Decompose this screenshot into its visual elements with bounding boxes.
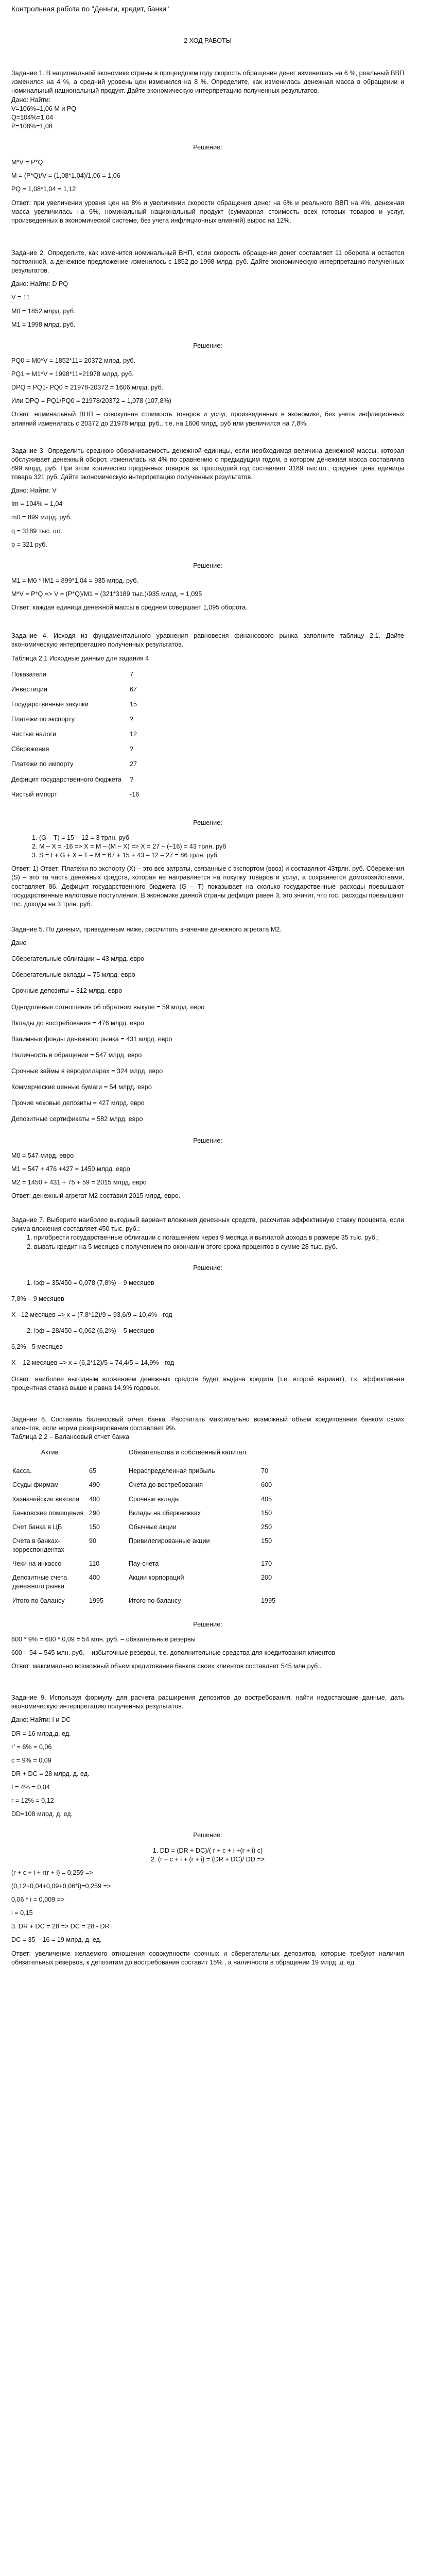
task-3-answer: Ответ: каждая единица денежной массы в среднем совершает 1,095 оборота.: [11, 604, 248, 612]
task-3-line-0: M1 = M0 * IM1 = 899*1,04 = 935 млрд. руб.: [11, 577, 138, 584]
table-row: Счет банка в ЦБ 150 Обычные акции 250: [12, 1523, 272, 1531]
task-9-given-6: r = 12% = 0,12: [11, 1797, 54, 1805]
task-8: [11, 1415, 404, 1671]
task-3: [11, 447, 404, 613]
task-9-line-0: (r + c + i + r(r + i) = 0,259 =>: [11, 1869, 93, 1876]
task-4-step-1: 1. (G – T) = 15 – 12 = 3 трлн. руб: [32, 834, 130, 841]
task-2-given-0: Дано: Найти: D PQ: [11, 280, 68, 288]
task-5-given-6: Взаимные фонды денежного рынка = 431 млрд. евро: [11, 1035, 172, 1043]
task-7-line-0: 1. Iэф = 35/450 = 0,078 (7,8%) – 9 месяцев: [27, 1279, 154, 1286]
task-2-text: Задание 2. Определите, как изменится номинальный ВНП, если скорость обращения денег составляет 11 оборота и остается постоянной, а денежное предложение изменилось с 1852 до 1998 млрд. руб. Дайте экономическую интерпретацию полученных результатов.: [11, 249, 404, 275]
task-4-table-caption: Таблица 2.1 Исходные данные для задания 4: [11, 654, 149, 662]
task-9-given-4: DR + DC = 28 млрд. д. ед.: [11, 1770, 90, 1777]
task-9-given-5: I = 4% = 0,04: [11, 1784, 50, 1791]
task-9-given-3: с = 9% = 0,09: [11, 1756, 51, 1764]
task-5-given-0: Дано: [11, 939, 27, 947]
task-7-option-2: 2. вывать кредит на 5 месяцев с получением по окончании этого срока процентов в сумме 28 тыс. руб.: [27, 1243, 338, 1250]
task-2-line-0: PQ0 = M0*V = 1852*11= 20372 млрд. руб.: [11, 357, 136, 364]
task-3-given-1: Im = 104% = 1,04: [11, 500, 63, 508]
task-5-given-8: Срочные займы в евродолларах = 324 млрд. евро: [11, 1067, 163, 1075]
task-4-table: [11, 667, 150, 802]
table-row: Сбережения ?: [11, 745, 134, 753]
task-8-line-0: 600 * 9% = 600 * 0,09 = 54 млн. руб. – обязательные резервы: [11, 1635, 196, 1643]
task-1-text: Задание 1. В национальной экономике страны в процеедшем году скорость обращения денег изменилась на 6 %, реальный ВВП изменился на 4 %, а средний уровень цен изменился на 8 %. Определите, как изменилась денежная масса в обращении и номинальный национальный продукт. Дайте экономическую интерпретацию полученных результатов.: [11, 70, 404, 95]
task-4-text: Задание 4. Исходя из фундаментального уравнения равновесия финансового рынка заполните таблицу 2.1. Дайте экономическую интерпретацию полученных результатов.: [11, 632, 404, 649]
task-9-line-2: 0,06 * i = 0,009 =>: [11, 1896, 65, 1904]
task-7-solution-heading: Решение:: [193, 1264, 222, 1272]
task-5-solution-heading: Решение:: [193, 1137, 222, 1144]
task-5-given-10: Прочие чековые депозиты = 427 млрд. евро: [11, 1099, 145, 1107]
table-row: Чистый импорт -16: [11, 790, 139, 798]
table-row: Ссуды фирмам 490 Счета до востребования 600: [12, 1481, 272, 1489]
task-8-answer: Ответ: максимально возможный объем кредитования банков своих клиентов составляет 545 млн.руб..: [11, 1663, 322, 1670]
task-2-solution-heading: Решение:: [193, 342, 222, 349]
task-4-steps: [11, 834, 404, 860]
task-9-line-1: (0,12+0,04+0,09+0,06*i)=0,259 =>: [11, 1882, 111, 1890]
table-row: Касса. 65 Нераспределенная прибыль 70: [12, 1467, 269, 1475]
task-8-text: Задание 8. Составить балансовый отчет банка. Рассчитать максимально возможный объем кредитования банком своих клиентов, если норма резервирования составляет 9%.: [11, 1415, 404, 1432]
task-5-given-2: Сберегательные вклады = 75 млрд. евро: [11, 971, 135, 979]
task-5-line-0: M0 = 547 млрд. евро: [11, 1151, 74, 1159]
task-2-given-3: M1 = 1998 млрд. руб.: [11, 320, 76, 328]
task-9-formula-2: 2. (r + c + i + (r + i) = (DR + DC)/ DD =>: [150, 1855, 265, 1863]
table-row: Платежи по экспорту ?: [11, 716, 134, 723]
task-4-step-3: 3. S = I + G + X – T – M = 67 + 15 + 43 – 12 – 27 = 86 трлн. руб: [32, 852, 218, 859]
task-1-given-0: Дано: Найти:: [11, 96, 50, 104]
task-3-given-4: p = 321 руб.: [11, 540, 47, 548]
task-5: [11, 925, 404, 1200]
task-2-line-2: DPQ = PQ1- PQ0 = 21978-20372 = 1606 млрд. руб.: [11, 384, 164, 392]
section-subtitle: 2 ХОД РАБОТЫ: [184, 37, 232, 45]
task-7-line-4: 6,2% - 5 месяцев: [11, 1343, 63, 1351]
document-title: Контрольная работа по "Деньги, кредит, банки": [11, 5, 169, 13]
task-2-given-1: V = 11: [11, 294, 30, 301]
task-9-solution-heading: Решение:: [193, 1832, 222, 1839]
task-1-line-2: PQ = 1,08*1,04 = 1,12: [11, 185, 76, 193]
task-9-line-4: 3. DR + DC = 28 => DC = 28 - DR: [11, 1923, 110, 1930]
task-2-answer: Ответ: номинальный ВНП – совокупная стоимость товаров и услуг, произведенных в экономике, без учета инфляционных влияний изменилась с 20372 до 21978 млрд. руб., т.е. на 1606 млрд. руб или увеличился на 7,8%.: [11, 411, 404, 427]
task-9-given-0: Дано: Найти: I и DC: [11, 1716, 71, 1724]
task-1-given-1: V=106%=1,06 M и PQ: [11, 105, 77, 112]
task-4-solution-heading: Решение:: [193, 819, 222, 826]
table-row: Показатели 7: [11, 670, 134, 678]
table-row: Инвестиции 67: [11, 685, 137, 693]
task-5-given-4: Однодолевые сотношения об обратном выкупе = 59 млрд. евро: [11, 1003, 205, 1011]
task-9-given-7: DD=108 млрд. д. ед.: [11, 1810, 73, 1818]
task-4-step-2: 2. M – X = -16 => X = M – (M – X) => X = 27 – (–16) = 43 трлн. руб: [32, 843, 226, 851]
task-5-given-11: Депозитные сертификаты = 582 млрд. евро: [11, 1115, 143, 1123]
task-5-given-3: Срочные депозиты = 312 млрд. евро: [11, 987, 123, 995]
task-1-given-3: P=108%=1,08: [11, 122, 53, 130]
task-1-answer: Ответ: при увеличении уровня цен на 8% и увеличении скорости обращения денег на 6% и реального ВВП на 4%, денежная масса увеличилась на 6%, номинальный национальный продукт (суммарная стоимость всех готовых товаров и услуг, произведенных в экономической системе, без учета инфляционных влияний) вырос на 12%.: [11, 199, 404, 224]
task-7-line-2: X –12 месяцев => x = (7,8*12)/9 = 93,6/9 = 10,4% - год: [11, 1311, 172, 1319]
task-9-line-3: i = 0,15: [11, 1909, 33, 1917]
task-8-solution-heading: Решение:: [193, 1620, 222, 1628]
task-7-line-3: 2. Iэф = 28/450 = 0,062 (6,2%) – 5 месяцев: [27, 1327, 154, 1335]
task-9-text: Задание 9. Используя формулу для расчета расширения депозитов до востребования, найти недостающие данные, дать экономическую интерпретацию полученных результатов.: [11, 1694, 404, 1710]
table-row: Платежи по импорту 27: [11, 760, 137, 768]
table-row: Дефицит государственного бюджета ?: [11, 775, 134, 783]
task-2-line-1: PQ1 = M1*V = 1998*11=21978 млрд. руб.: [11, 370, 134, 378]
task-8-table-caption: Таблица 2.2 – Балансовый отчет банка: [11, 1433, 130, 1441]
table-row: Банковские помещения 290 Вклады на сберкнижках 150: [12, 1509, 272, 1517]
task-2-line-3: Или DPQ = PQ1/PQ0 = 21978/20372 = 1,078 (107,8%): [11, 397, 171, 405]
task-9: [11, 1693, 404, 1967]
task-4-answer: Ответ: 1) Ответ: Платежи по экспорту (X) – это все затраты, связанные с экспортом (ввоз) и составляют 43трлн. руб. Сбережения (S) – это та часть денежных средств, которая не направляется на покупку товаров и услуг, а сохраняется домохозяйствами, составляет 86. Дефицит государственного бюджета (G – T) показывает на сколько государственные расходы превышают государственные налоговые поступления. В экономике данной страны дефицит равен 3, это значит, что гос. расходы превышают гос. доходы на 3 трлн. руб.: [11, 865, 404, 908]
task-8-balance-table: [11, 1446, 300, 1608]
task-7-option-1: 1. приобрести государственные облигации с погашением через 9 месяца и выплатой дохода в размере 35 тыс. руб.;: [27, 1234, 379, 1242]
task-3-given-0: Дано: Найти: V: [11, 487, 57, 495]
task-7-answer: Ответ: наиболее выгодным вложением денежных средств будет выдача кредита (т.е. второй вариант), т.к. эффективная процентная ставка выше и равна 14,9% годовых.: [11, 1375, 404, 1392]
table-row: Счета в банках-корреспондентах 90 Привилегированные акции 150: [12, 1537, 272, 1554]
table-header-row: Актив Обязательства и собственный капитал: [41, 1449, 246, 1456]
task-3-given-2: m0 = 899 млрд. руб.: [11, 514, 72, 521]
task-1: [11, 69, 404, 225]
task-3-given-3: q = 3189 тыс. шт.: [11, 527, 62, 535]
task-5-given-5: Вклады до востребования = 476 млрд. евро: [11, 1019, 144, 1027]
task-7: [11, 1216, 404, 1393]
table-row: Депозитные счета денежного рынка 400 Акции корпораций 200: [12, 1574, 272, 1590]
task-3-text: Задание 3. Определить среднюю оборачиваемость денежной единицы, если необходимая величина денежной массы, которая обслуживает денежный оборот, изменилась на 4% по сравнению с предыдущим годом, в котором денежная масса составляла 899 млрд. руб. При этом количество проданных товаров за прошедший год составляет 3189 тыс.шт., средняя цена единицы товара 321 руб. Дайте экономическую интерпретацию полученных результатов.: [11, 447, 404, 481]
task-1-line-1: M = (P*Q)/V = (1,08*1,04)/1,06 = 1,06: [11, 172, 120, 180]
task-8-line-1: 600 – 54 = 545 млн. руб. – избыточные резервы, т.е. дополнительные средства для кредитования клиентов: [11, 1649, 336, 1656]
task-1-line-0: M*V = P*Q: [11, 159, 43, 166]
task-1-given-2: Q=104%=1,04: [11, 113, 54, 121]
task-9-given-2: r’ = 6% = 0,06: [11, 1743, 52, 1751]
task-5-line-2: M2 = 1450 + 431 + 75 + 59 = 2015 млрд. евро: [11, 1178, 147, 1186]
task-4: [11, 632, 404, 909]
task-7-text: Задание 7. Выберите наиболее выгодный вариант вложения денежных средств, рассчитав эффективную ставку процента, если сумма вложения составляет 450 тыс. руб.:: [11, 1216, 404, 1233]
task-9-formula-1: 1. DD = (DR + DC)/( r + c + i +(r + i) c): [152, 1846, 263, 1854]
task-3-solution-heading: Решение:: [193, 562, 222, 569]
task-5-answer: Ответ: денежный агрегат М2 составил 2015 млрд. евро.: [11, 1192, 181, 1200]
task-3-line-1: M*V = P*Q => V = (P*Q)/M1 = (321*3189 тыс.)/935 млрд. = 1,095: [11, 590, 202, 598]
table-row: Итого по балансу 1995 Итого по балансу 1995: [12, 1597, 276, 1604]
task-5-given-7: Наличность в обращении = 547 млрд. евро: [11, 1051, 142, 1059]
task-5-given-9: Коммерческие ценные бумаги = 54 млрд. евро: [11, 1083, 152, 1091]
task-2-given-2: M0 = 1852 млрд. руб.: [11, 307, 76, 315]
task-5-text: Задание 5. По данным, приведенным ниже, рассчитать значение денежного агрегата М2.: [11, 925, 282, 933]
task-7-line-5: X – 12 месяцев => x = (6,2*12)/5 = 74,4/5 = 14,9% - год: [11, 1359, 175, 1367]
task-2: [11, 249, 404, 428]
task-5-given-1: Сберегательные облигации = 43 млрд. евро: [11, 955, 145, 963]
task-5-line-1: M1 = 547 + 476 +427 = 1450 млрд. евро: [11, 1165, 130, 1173]
table-row: Казначейские векселя 400 Срочные вклады 405: [12, 1495, 272, 1503]
task-7-line-1: 7,8% – 9 месяцев: [11, 1295, 64, 1302]
table-row: Государственные закупки 15: [11, 700, 137, 708]
task-9-line-5: DC = 35 – 16 = 19 млрд. д. ед.: [11, 1936, 102, 1944]
table-row: Чеки на инкассо 110 Пау-счета 170: [12, 1560, 272, 1568]
task-9-answer: Ответ: увеличение желаемого отношения совокупности срочных и сберегательных депозитов, которые требуют наличия обязательных резервов, к депозитам до востребования составит 15% , а наличности в обращении 19 млрд. д. ед.: [11, 1950, 404, 1966]
task-9-given-1: DR = 16 млрд.д. ед.: [11, 1730, 71, 1737]
table-row: Чистые налоги 12: [11, 731, 137, 738]
task-1-solution-heading: Решение:: [193, 144, 222, 151]
